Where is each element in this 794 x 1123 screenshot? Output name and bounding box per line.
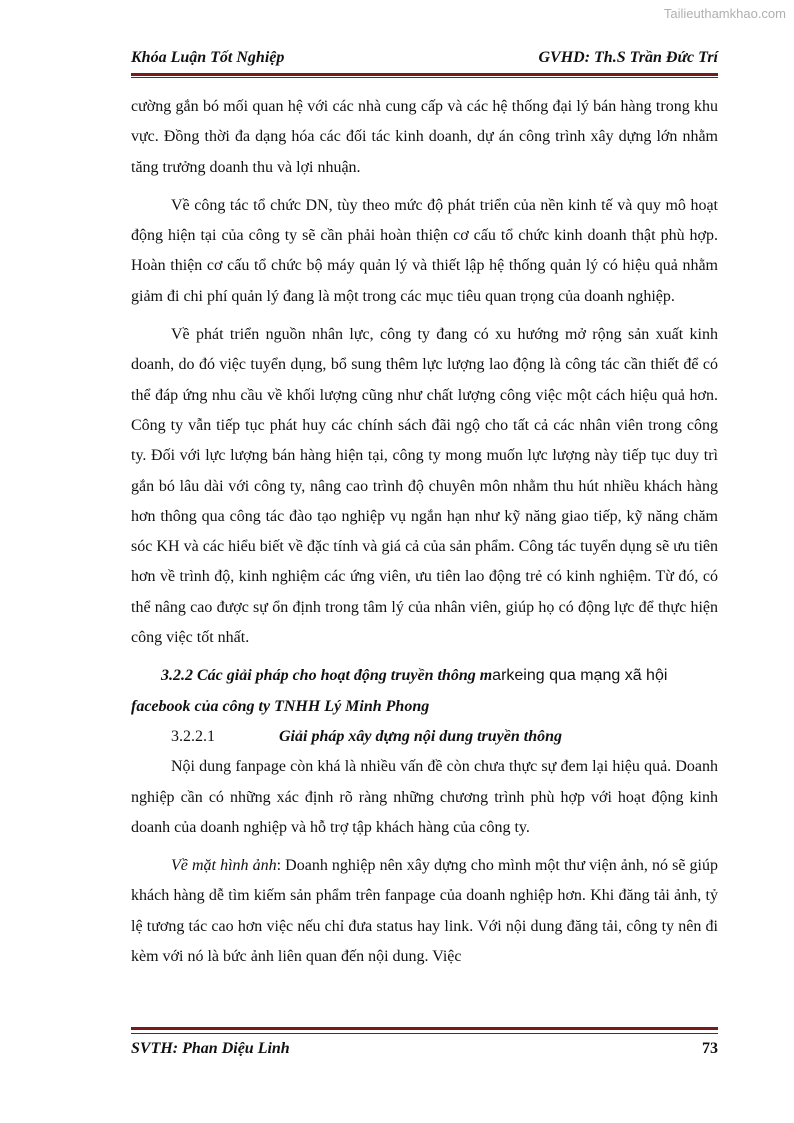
subsection-heading: [131, 722, 718, 752]
header-title: Khóa Luận Tốt Nghiệp: [131, 49, 285, 66]
paragraph: Về phát triển nguồn nhân lực, công ty đang có xu hướng mở rộng sản xuất kinh doanh, do đó việc tuyển dụng, bổ sung thêm lực lượng lao động là công tác cần thiết để có thể đáp ứng nhu cầu về khối lượng cũng như chất lượng công việc một cách hiệu quả hơn. Công ty vẫn tiếp tục phát huy các chính sách đãi ngộ cho tất cả các nhân viên trong công ty. Đối với lực lượng bán hàng hiện tại, công ty mong muốn lực lượng này tiếp tục duy trì gắn bó lâu dài với công ty, nâng cao trình độ chuyên môn nhằm thu hút nhiều khách hàng hơn thông qua công tác đào tạo nghiệp vụ ngắn hạn như kỹ năng giao tiếp, kỹ năng chăm sóc KH và các hiểu biết về đặc tính và giá cả của sản phẩm. Công tác tuyển dụng sẽ ưu tiên hơn về trình độ, kinh nghiệm các ứng viên, ưu tiên lao động trẻ có kinh nghiệm. Từ đó, có thể nâng cao được sự ổn định trong tâm lý của nhân viên, giúp họ có động lực để thực hiện công việc tốt nhất.: [131, 326, 718, 647]
section-heading-part2: arkeing qua mạng xã hội: [492, 667, 668, 685]
watermark: Tailieuthamkhao.com: [663, 6, 786, 21]
paragraph: Về công tác tổ chức DN, tùy theo mức độ phát triển của nền kinh tế và quy mô hoạt động hiện tại của công ty sẽ cần phải hoàn thiện cơ cấu tổ chức kinh doanh thật phù hợp. Hoàn thiện cơ cấu tổ chức bộ máy quản lý và thiết lập hệ thống quản lý có hiệu quả nhằm giảm đi chi phí quản lý đang là một trong các mục tiêu quan trọng của doanh nghiệp.: [131, 196, 718, 305]
section-heading-part1: 3.2.2 Các giải pháp cho hoạt động truyền thông m: [161, 667, 493, 685]
paragraph: Nội dung fanpage còn khá là nhiều vấn đề còn chưa thực sự đem lại hiệu quả. Doanh nghiệp cần có những xác định rõ ràng những chương trình phù hợp với hoạt động kinh doanh của doanh nghiệp và hỗ trợ tập khách hàng của công ty.: [131, 758, 718, 836]
paragraph: cường gắn bó mối quan hệ với các nhà cung cấp và các hệ thống đại lý bán hàng trong khu vực. Đồng thời đa dạng hóa các đối tác kinh doanh, dự án công trình xây dựng lớn nhằm tăng trưởng doanh thu và lợi nhuận.: [131, 98, 718, 176]
header-rule-thin: [131, 77, 718, 78]
subsection-title: Giải pháp xây dựng nội dung truyền thông: [279, 727, 562, 745]
footer-author: SVTH: Phan Diệu Linh: [131, 1040, 290, 1057]
footer-rule-thin: [131, 1033, 718, 1034]
paragraph-text: : Doanh nghiệp nên xây dựng cho mình một thư viện ảnh, nó sẽ giúp khách hàng dễ tìm kiếm sản phẩm trên fanpage của doanh nghiệp hơn. Khi đăng tải ảnh, tỷ lệ tương tác cao hơn việc nếu chỉ đưa status hay link. Với nội dung đăng tải, công ty nên đi kèm với nó là bức ảnh liên quan đến nội dung. Việc: [131, 857, 718, 966]
section-heading: [131, 661, 718, 691]
page-number: 73: [702, 1040, 718, 1057]
paragraph: [131, 851, 718, 972]
paragraph-lead: Về mặt hình ảnh: [171, 857, 277, 875]
section-heading-line2: facebook của công ty TNHH Lý Minh Phong: [131, 697, 430, 715]
header-rule-thick: [131, 73, 718, 76]
page-header: [131, 49, 718, 71]
page-body: [131, 92, 718, 972]
subsection-number: 3.2.2.1: [171, 727, 215, 745]
footer-rule-thick: [131, 1027, 718, 1030]
header-advisor: GVHD: Th.S Trần Đức Trí: [538, 49, 718, 66]
